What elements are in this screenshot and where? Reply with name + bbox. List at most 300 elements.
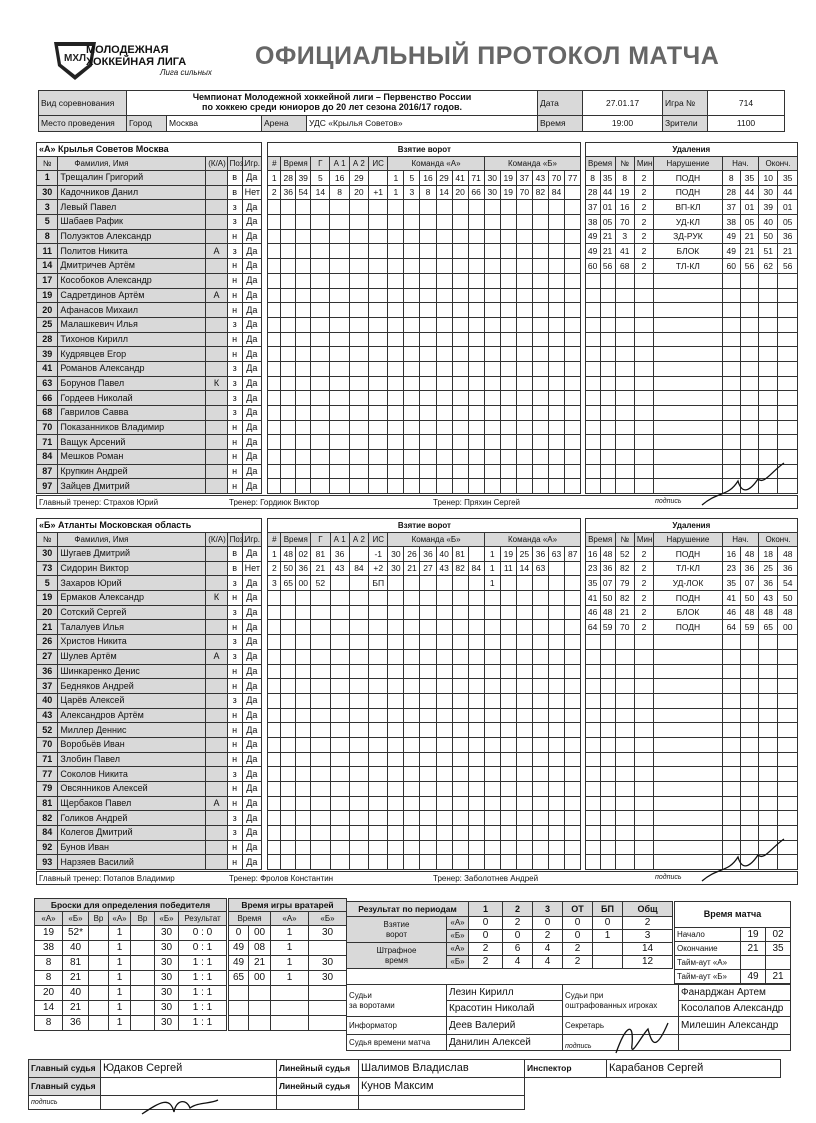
goal-cell [436,723,452,738]
penalty-cell [722,635,740,650]
goal-cell [281,435,296,450]
goal-cell [369,708,388,723]
penalty-cell [634,649,653,664]
goal-cell [404,435,420,450]
goal-cell [311,826,330,841]
goal-cell [388,464,404,479]
coaches-row [36,871,798,885]
goal-cell [516,229,532,244]
goal-cell: 63 [548,547,564,562]
player-number: 40 [37,693,58,708]
penalty-cell [759,649,778,664]
goal-cell [296,767,311,782]
player-row [37,303,798,318]
penalty-cell [615,723,634,738]
goal-cell [420,767,436,782]
goal-cell [369,288,388,303]
shootout-table [34,898,227,1031]
periods-col: БП [593,902,623,917]
penalty-cell [740,811,758,826]
goal-cell [484,406,500,421]
goal-cell [420,229,436,244]
coach-sign-label: подпись [655,874,682,882]
shootout-goalie-b: 30 [155,941,179,956]
goal-cell [548,664,564,679]
penalty-cell [600,826,615,841]
goal-cell [349,767,368,782]
goal-cell [369,435,388,450]
player-captain-mark [206,332,227,347]
goal-cell [369,723,388,738]
shootout-a: 19 [35,926,63,941]
player-played: Нет [242,561,261,576]
penalty-cell [722,796,740,811]
goal-cell: 63 [532,561,548,576]
pen-b-cell: 2 [563,956,593,969]
penalty-cell [759,796,778,811]
goal-cell [281,332,296,347]
goal-cell [516,391,532,406]
secretary-sign-label: подпись [563,1035,679,1051]
goal-cell [268,723,281,738]
goal-cell [516,200,532,215]
penalty-cell [759,303,778,318]
goal-cell [369,591,388,606]
penalty-cell [634,450,653,465]
penalty-cell: УД-КЛ [654,215,723,230]
timeout-a-sec [766,956,791,970]
goal-cell [349,576,368,591]
player-position: н [227,479,242,494]
goal-cell [532,737,548,752]
penalty-cell: УД-ЛОК [654,576,723,591]
player-number: 68 [37,406,58,421]
penalty-cell [615,767,634,782]
penalty-cell [740,391,758,406]
goals-label: Взятие [383,919,410,929]
shootout-col: «Б» [155,912,179,926]
goal-cell [330,620,349,635]
goal-cell [484,635,500,650]
goal-cell [484,591,500,606]
goal-cell [349,288,368,303]
penalty-cell [634,332,653,347]
penalty-cell: 2 [634,576,653,591]
goal-cell [532,723,548,738]
penalty-cell [600,635,615,650]
penalty-cell [585,737,600,752]
player-name: Полуэктов Александр [58,229,206,244]
penalty-cell [778,406,798,421]
penalty-cell: 21 [600,244,615,259]
goal-cell [268,605,281,620]
penalty-cell: 70 [615,620,634,635]
penalty-cell: 60 [722,259,740,274]
goal-cell [388,649,404,664]
penalty-cell [722,811,740,826]
goal-cell [404,259,420,274]
goal-cell [484,840,500,855]
goal-cell [548,723,564,738]
penalty-cell [634,723,653,738]
goal-cell [281,406,296,421]
penalty-cell [654,693,723,708]
player-captain-mark: А [206,244,227,259]
col-ka: (К/А) [206,533,227,547]
goal-cell: 1 [268,547,281,562]
goal-cell [369,332,388,347]
penalty-cell [740,737,758,752]
player-row [37,200,798,215]
goal-cell [369,635,388,650]
player-position: н [227,855,242,870]
timeout-b-label: Тайм-аут «Б» [675,970,741,984]
player-name: Тихонов Кирилл [58,332,206,347]
player-row [37,450,798,465]
penalty-cell [778,288,798,303]
goal-cell [532,752,548,767]
goal-cell [565,317,581,332]
goal-cell [404,229,420,244]
player-number: 70 [37,420,58,435]
goal-cell [436,259,452,274]
penalty-cell [634,796,653,811]
goal-cell [500,664,516,679]
penalty-cell: БЛОК [654,244,723,259]
goal-cell [349,215,368,230]
goal-cell [452,435,468,450]
goal-cell: 2 [268,561,281,576]
shootout-empty [89,971,109,986]
player-captain-mark [206,450,227,465]
penalty-cell [654,737,723,752]
player-row [37,840,798,855]
player-number: 26 [37,635,58,650]
penalty-cell [600,693,615,708]
goal-cell [468,406,484,421]
penalty-cell: 35 [585,576,600,591]
player-row [37,796,798,811]
goal-cell [404,826,420,841]
goal-cell [484,708,500,723]
goal-cell [532,376,548,391]
goal-cell [388,605,404,620]
player-captain-mark [206,693,227,708]
player-captain-mark [206,605,227,620]
player-name: Малашкевич Илья [58,317,206,332]
goal-cell: 8 [330,185,349,200]
player-name: Шугаев Дмитрий [58,547,206,562]
player-position: в [227,185,242,200]
player-name: Александров Артём [58,708,206,723]
goal-cell [388,591,404,606]
penalty-cell [634,317,653,332]
penalty-cell [778,391,798,406]
goal-cell [420,591,436,606]
goal-cell [349,796,368,811]
penalty-cell [600,796,615,811]
penalty-judge-2: Косолапов Александр [679,1001,791,1017]
goal-cell [548,840,564,855]
player-played: Да [242,391,261,406]
periods-col: 3 [533,902,563,917]
shootout-empty [131,986,155,1001]
goal-cell [268,317,281,332]
goal-cell [268,259,281,274]
penalty-cell: 43 [759,591,778,606]
penalty-cell: 60 [585,259,600,274]
goal-cell [484,464,500,479]
goal-cell [548,303,564,318]
goal-cell [311,288,330,303]
penalty-cell [600,855,615,870]
goal-cell [420,620,436,635]
penalty-cell: 50 [600,591,615,606]
penalty-cell: 50 [759,229,778,244]
goal-cell [420,420,436,435]
col-goal-num: # [268,533,281,547]
shootout-empty [131,1001,155,1016]
goal-cell [349,200,368,215]
player-name: Соколов Никита [58,767,206,782]
player-number: 20 [37,605,58,620]
goal-cell: 43 [436,561,452,576]
goal-cell [532,406,548,421]
player-played: Да [242,649,261,664]
player-row [37,723,798,738]
goal-cell [369,811,388,826]
col-goal-scorer: Г [311,533,330,547]
goal-cell [532,361,548,376]
goalie-row-empty [229,986,347,1001]
penalty-cell [585,840,600,855]
goal-cell [548,782,564,797]
periods-col: 1 [469,902,503,917]
goal-cell [516,317,532,332]
goalie-time-col: «Б» [309,912,347,926]
goal-cell [281,737,296,752]
penalty-cell [585,273,600,288]
penalty-cell: 28 [585,185,600,200]
goal-cell: 00 [296,576,311,591]
penalty-cell [740,649,758,664]
goal-cell [404,376,420,391]
goal-cell [500,288,516,303]
goal-cell [311,620,330,635]
penalty-cell [778,767,798,782]
penalty-cell [654,708,723,723]
goal-cell [296,679,311,694]
goal-cell [516,826,532,841]
penalty-cell [585,288,600,303]
penalty-cell [585,391,600,406]
goal-cell [296,244,311,259]
goal-cell [296,737,311,752]
goal-cell [468,752,484,767]
penalty-cell [600,303,615,318]
goal-cell [369,317,388,332]
goal-cell [330,664,349,679]
goal-cell [268,479,281,494]
shootout-empty [131,971,155,986]
goal-cell: 20 [452,185,468,200]
player-position: н [227,708,242,723]
penalty-cell: 07 [600,576,615,591]
goal-cell: 84 [548,185,564,200]
goal-cell [436,303,452,318]
player-number: 92 [37,840,58,855]
penalty-cell [654,435,723,450]
player-captain-mark [206,464,227,479]
goals-a-cell: 0 [469,917,503,930]
goal-cell [468,215,484,230]
goals-section-title: Взятие ворот [268,519,581,533]
goal-cell [452,420,468,435]
goal-cell [436,605,452,620]
goal-cell [484,317,500,332]
goal-cell [532,332,548,347]
goal-cell [296,332,311,347]
penalty-cell [740,693,758,708]
goal-cell [468,200,484,215]
goal-cell [388,332,404,347]
penalty-cell: 2 [634,244,653,259]
goal-cell [296,811,311,826]
goal-cell [452,259,468,274]
penalty-cell: 49 [722,244,740,259]
goal-cell [349,547,368,562]
penalty-cell [654,420,723,435]
penalty-cell [585,664,600,679]
goal-cell [468,840,484,855]
penalty-cell: 52 [615,547,634,562]
player-captain-mark [206,200,227,215]
pen-b-cell [593,956,623,969]
goal-cell: 1 [388,185,404,200]
goal-cell [349,464,368,479]
penalty-cell [778,635,798,650]
goal-cell [388,635,404,650]
informer-label: Информатор [347,1017,447,1035]
goal-cell [281,288,296,303]
goal-cell [484,361,500,376]
goal-cell [500,273,516,288]
player-row [37,376,798,391]
goal-cell [565,347,581,362]
goal-cell [369,649,388,664]
goal-cell: 29 [349,171,368,186]
goal-cell [296,855,311,870]
penalty-cell [600,811,615,826]
goal-judge-2: Красотин Николай [447,1001,563,1017]
goal-cell [452,332,468,347]
goal-cell [404,288,420,303]
goal-cell [369,479,388,494]
penalty-cell: 62 [759,259,778,274]
penalty-cell [615,796,634,811]
player-position: н [227,259,242,274]
goal-cell [516,303,532,318]
goal-cell [311,391,330,406]
goal-cell [296,693,311,708]
goal-cell [500,576,516,591]
goal-cell [281,649,296,664]
goal-cell [532,796,548,811]
goal-cell [548,796,564,811]
goal-cell [311,708,330,723]
goal-cell [388,723,404,738]
goal-cell: 14 [436,185,452,200]
ref-sign-label: подпись [29,1096,101,1110]
goal-cell [565,288,581,303]
goal-cell [388,376,404,391]
goal-cell [268,391,281,406]
goal-cell [388,200,404,215]
goal-cell [565,767,581,782]
player-played: Да [242,259,261,274]
shootout-a: 14 [35,1001,63,1016]
goal-cell [268,332,281,347]
goal-cell [349,361,368,376]
goal-cell [420,752,436,767]
goal-cell [548,420,564,435]
penalty-cell: 23 [585,561,600,576]
goal-cell [452,406,468,421]
penalty-cell: 41 [585,591,600,606]
goal-cell [296,649,311,664]
penalty-cell [778,664,798,679]
goalie-b: 30 [309,971,347,986]
penalty-cell [615,826,634,841]
player-captain-mark [206,708,227,723]
goal-cell [516,737,532,752]
player-position: з [227,811,242,826]
player-played: Да [242,782,261,797]
goal-cell: 36 [420,547,436,562]
penalty-cell [634,347,653,362]
goal-cell [565,708,581,723]
goal-cell [516,811,532,826]
goal-cell [404,664,420,679]
player-number: 28 [37,332,58,347]
goal-cell [296,796,311,811]
goal-cell: 19 [500,185,516,200]
shootout-result: 1 : 1 [179,986,227,1001]
player-number: 73 [37,561,58,576]
penalty-cell: 44 [778,185,798,200]
goal-cell [500,215,516,230]
informer-name: Деев Валерий [447,1017,563,1035]
goal-cell [452,464,468,479]
game-number: 714 [708,91,785,116]
penalty-cell [600,347,615,362]
penalty-cell [600,332,615,347]
goal-cell: 36 [296,561,311,576]
shootout-empty [89,926,109,941]
goal-cell [268,200,281,215]
goal-cell [349,649,368,664]
goal-cell [311,361,330,376]
goal-cell [500,391,516,406]
col-num: № [37,157,58,171]
goal-cell [349,605,368,620]
goal-cell [468,576,484,591]
shootout-empty [89,1001,109,1016]
player-position: н [227,796,242,811]
goal-cell [369,420,388,435]
team_b-roster-table [36,518,798,870]
goal-cell [532,649,548,664]
